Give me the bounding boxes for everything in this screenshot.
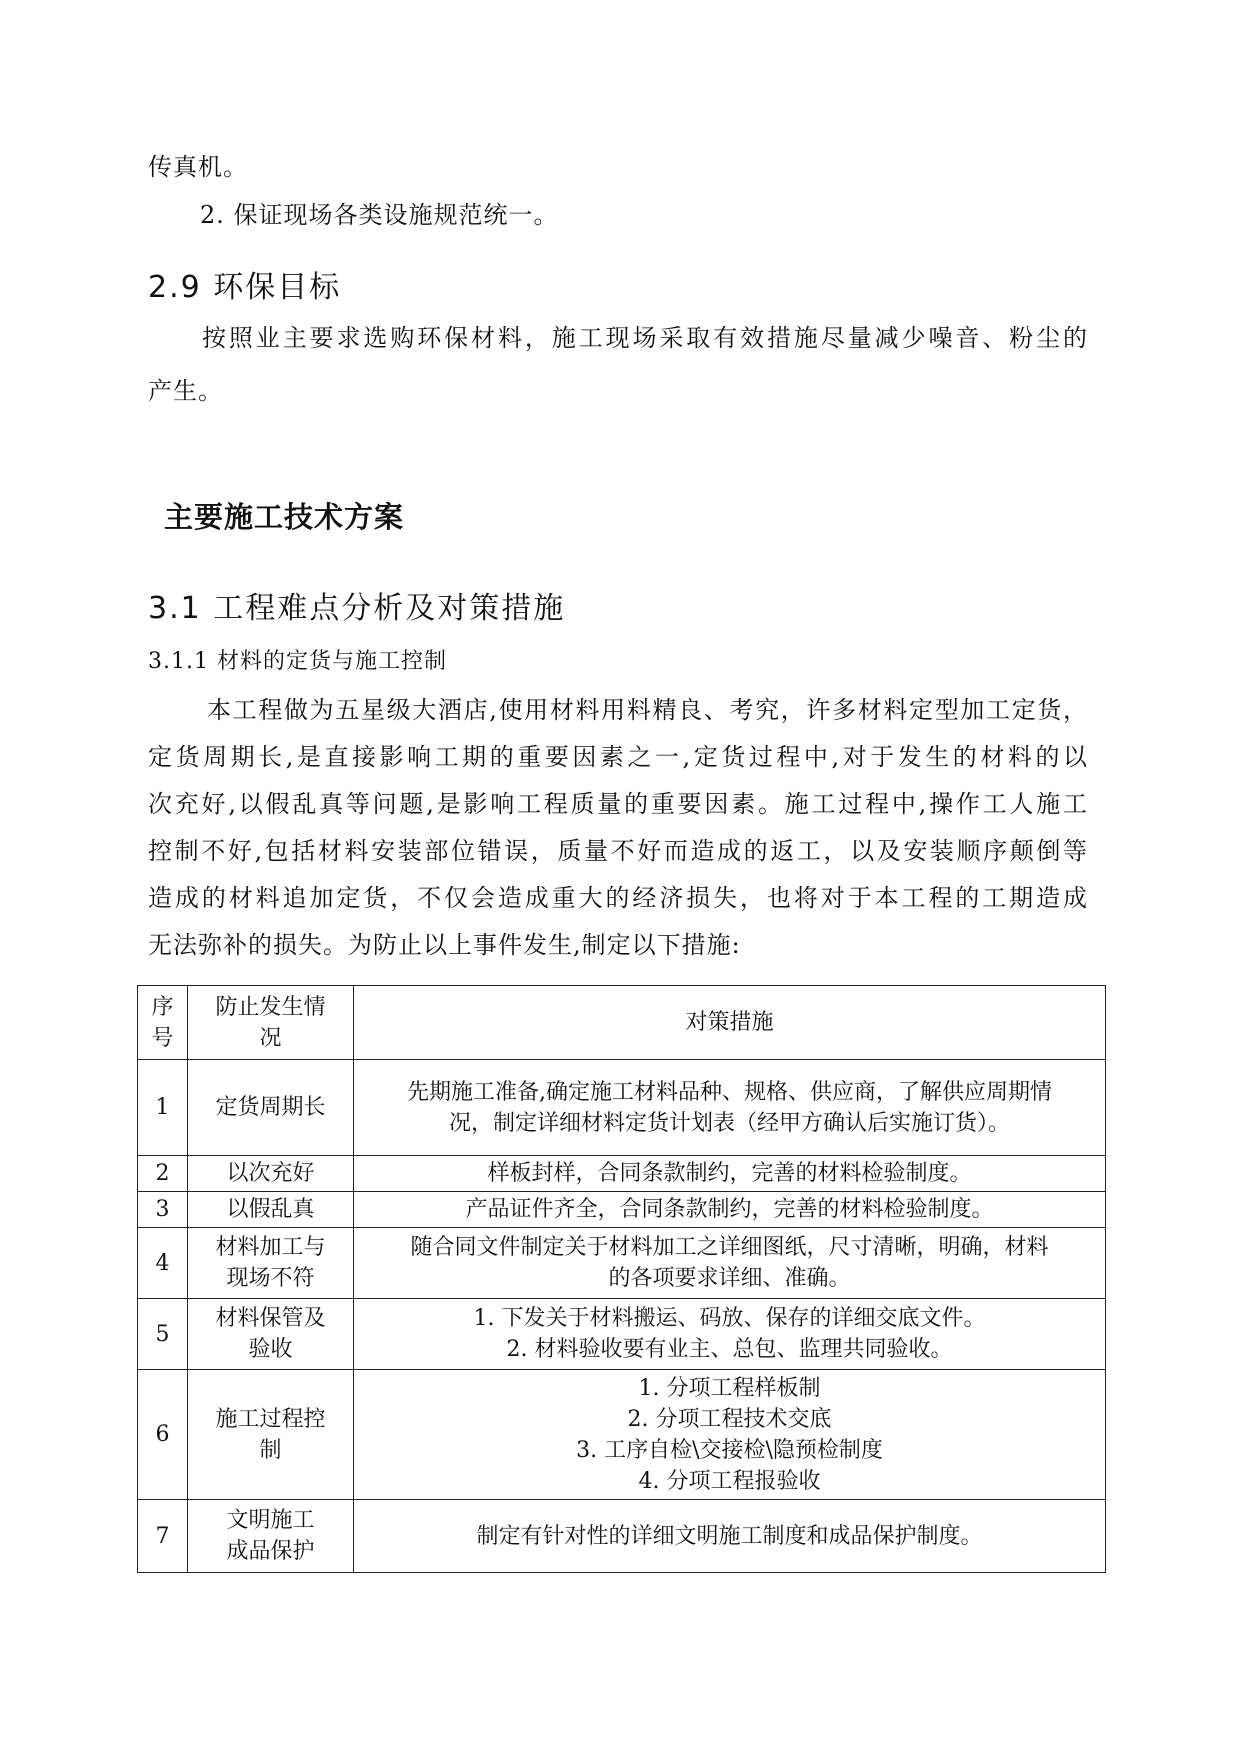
row-measure-line: 4. 分项工程报验收 <box>638 1468 821 1494</box>
row-case <box>188 1500 354 1573</box>
row-no: 2 <box>138 1156 188 1192</box>
section-heading-2-9: 2.9 环保目标 <box>148 270 342 305</box>
row-no: 5 <box>138 1299 188 1370</box>
header-case-line1: 防止发生情 <box>215 994 326 1020</box>
row-measure-line: 1. 分项工程样板制 <box>638 1375 821 1401</box>
row-case-line: 制 <box>259 1437 282 1463</box>
row-case-line: 施工过程控 <box>215 1406 326 1432</box>
table-row <box>138 1370 1106 1500</box>
header-no-line2: 号 <box>151 1025 174 1051</box>
row-case <box>188 1192 354 1228</box>
row-measure-line: 产品证件齐全，合同条款制约，完善的材料检验制度。 <box>465 1197 994 1222</box>
row-measure-line: 1. 下发关于材料搬运、码放、保存的详细交底文件。 <box>473 1306 986 1331</box>
header-case-line2: 况 <box>259 1025 282 1051</box>
row-measures <box>354 1228 1106 1299</box>
subsection-heading-3-1-1: 3.1.1 材料的定货与施工控制 <box>148 649 447 674</box>
row-case-line: 材料加工与 <box>215 1235 326 1260</box>
table-header-row <box>138 986 1106 1060</box>
row-no: 6 <box>138 1370 188 1500</box>
header-no <box>138 986 188 1060</box>
row-case-line: 材料保管及 <box>215 1306 326 1331</box>
table-row <box>138 1299 1106 1370</box>
row-no: 4 <box>138 1228 188 1299</box>
row-case-line: 验收 <box>248 1337 293 1362</box>
row-case <box>188 1299 354 1370</box>
table-row <box>138 1500 1106 1573</box>
row-measures <box>354 1192 1106 1228</box>
row-case <box>188 1228 354 1299</box>
row-case-line: 以假乱真 <box>226 1197 315 1222</box>
row-measures <box>354 1370 1106 1500</box>
row-case-line: 成品保护 <box>226 1539 315 1564</box>
row-no: 1 <box>138 1060 188 1156</box>
paragraph-env-line2: 产生。 <box>148 377 223 405</box>
measures-table <box>137 985 1106 1573</box>
row-measure-line: 3. 工序自检\交接检\隐预检制度 <box>576 1437 883 1463</box>
row-measure-line: 制定有针对性的详细文明施工制度和成品保护制度。 <box>476 1523 983 1549</box>
row-measure-line: 先期施工准备,确定施工材料品种、规格、供应商，了解供应周期情 <box>407 1079 1052 1105</box>
row-no: 3 <box>138 1192 188 1228</box>
table-row <box>138 1228 1106 1299</box>
row-measures <box>354 1060 1106 1156</box>
body-line-5: 造成的材料追加定货，不仅会造成重大的经济损失，也将对于本工程的工期造成 <box>148 884 1088 912</box>
row-case <box>188 1156 354 1192</box>
row-measures <box>354 1299 1106 1370</box>
row-no: 7 <box>138 1500 188 1573</box>
body-line-6: 无法弥补的损失。为防止以上事件发生,制定以下措施: <box>148 931 741 959</box>
row-measures <box>354 1500 1106 1573</box>
row-measure-line: 况，制定详细材料定货计划表（经甲方确认后实施订货）。 <box>448 1110 1010 1136</box>
row-measures <box>354 1156 1106 1192</box>
body-line-4: 控制不好,包括材料安装部位错误，质量不好而造成的返工，以及安装顺序颠倒等 <box>148 837 1088 865</box>
header-no-line1: 序 <box>151 994 174 1020</box>
row-case <box>188 1060 354 1156</box>
table-row <box>138 1156 1106 1192</box>
row-measure-line: 样板封样，合同条款制约，完善的材料检验制度。 <box>487 1161 972 1186</box>
header-measure: 对策措施 <box>354 986 1106 1060</box>
row-case-line: 以次充好 <box>226 1161 315 1186</box>
row-case-line: 定货周期长 <box>215 1095 326 1120</box>
row-case-line: 现场不符 <box>226 1266 315 1291</box>
row-case-line: 文明施工 <box>226 1508 315 1533</box>
row-measure-line: 2. 分项工程技术交底 <box>627 1406 832 1432</box>
body-line-3: 次充好,以假乱真等问题,是影响工程质量的重要因素。施工过程中,操作工人施工 <box>148 790 1088 818</box>
row-measure-line: 的各项要求详细、准确。 <box>608 1266 851 1291</box>
chapter-heading: 主要施工技术方案 <box>164 500 405 534</box>
paragraph-fax: 传真机。 <box>148 153 248 181</box>
table-row <box>138 1192 1106 1228</box>
header-case <box>188 986 354 1060</box>
table-row <box>138 1060 1106 1156</box>
row-measure-line: 2. 材料验收要有业主、总包、监理共同验收。 <box>506 1337 953 1362</box>
body-line-2: 定货周期长,是直接影响工期的重要因素之一,定货过程中,对于发生的材料的以 <box>148 743 1088 771</box>
row-case <box>188 1370 354 1500</box>
row-measure-line: 随合同文件制定关于材料加工之详细图纸，尺寸清晰，明确，材料 <box>410 1235 1049 1260</box>
body-line-1: 本工程做为五星级大酒店,使用材料用料精良、考究，许多材料定型加工定货， <box>207 696 1088 724</box>
paragraph-env-line1: 按照业主要求选购环保材料，施工现场采取有效措施尽量减少噪音、粉尘的 <box>202 324 1088 352</box>
section-heading-3-1: 3.1 工程难点分析及对策措施 <box>148 591 566 626</box>
paragraph-item-2: 2. 保证现场各类设施规范统一。 <box>200 201 559 229</box>
